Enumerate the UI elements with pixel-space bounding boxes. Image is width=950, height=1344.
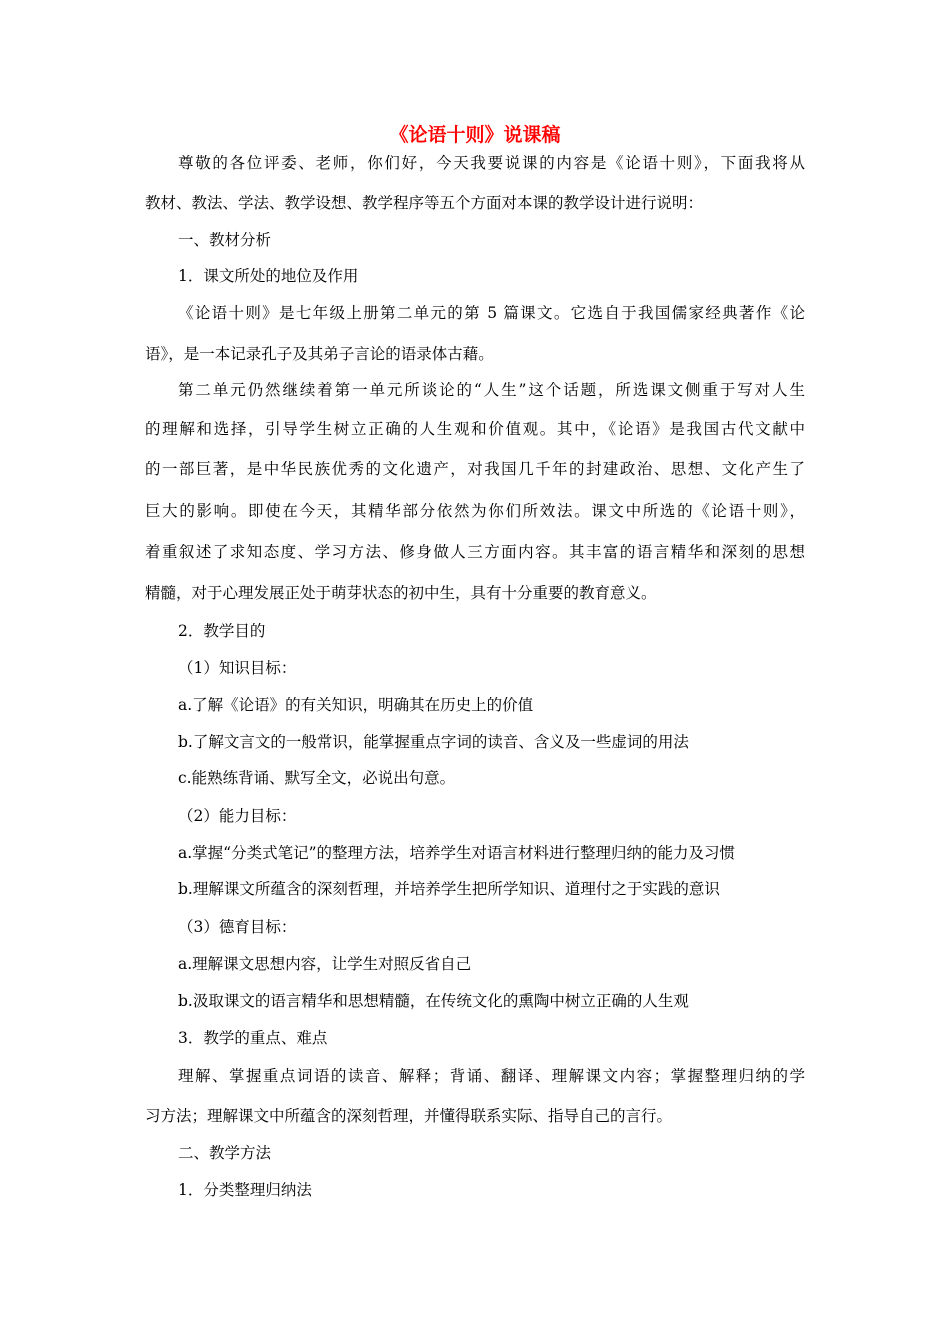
section-heading: 一、教材分析 [178,231,272,249]
paragraph-line: 理解、掌握重点词语的读音、解释；背诵、翻译、理解课文内容；掌握整理归纳的学 [178,1067,805,1085]
paragraph-line: 巨大的影响。即使在今天，其精华部分依然为你们所效法。课文中所选的《论语十则》， [145,502,805,520]
list-item: b.了解文言文的一般常识，能掌握重点字词的读音、含义及一些虚词的用法 [178,733,689,751]
list-heading: （3）德育目标： [178,918,297,936]
list-heading: （1）知识目标： [178,659,297,677]
paragraph-line: 精髓，对于心理发展正处于萌芽状态的初中生，具有十分重要的教育意义。 [145,584,657,602]
list-item: a.理解课文思想内容，让学生对照反省自己 [178,955,472,973]
subsection-heading: 2．教学目的 [178,622,266,640]
paragraph-line: 尊敬的各位评委、老师，你们好，今天我要说课的内容是《论语十则》，下面我将从 [178,154,805,172]
subsection-heading: 1．分类整理归纳法 [178,1181,312,1199]
paragraph-line: 的一部巨著，是中华民族优秀的文化遗产，对我国几千年的封建政治、思想、文化产生了 [145,460,805,478]
document-title: 《论语十则》说课稿 [389,124,561,146]
subsection-heading: 1．课文所处的地位及作用 [178,267,359,285]
paragraph-line: 语》，是一本记录孔子及其弟子言论的语录体古藉。 [145,345,494,363]
list-item: b.理解课文所蕴含的深刻哲理，并培养学生把所学知识、道理付之于实践的意识 [178,880,720,898]
section-heading: 二、教学方法 [178,1144,272,1162]
list-heading: （2）能力目标： [178,807,297,825]
paragraph-line: 习方法；理解课文中所蕴含的深刻哲理，并懂得联系实际、指导自己的言行。 [145,1107,673,1125]
paragraph-line: 的理解和选择，引导学生树立正确的人生观和价值观。其中，《论语》是我国古代文献中 [145,420,805,438]
list-item: b.汲取课文的语言精华和思想精髓，在传统文化的熏陶中树立正确的人生观 [178,992,689,1010]
subsection-heading: 3．教学的重点、难点 [178,1029,328,1047]
list-item: c.能熟练背诵、默写全文，必说出句意。 [178,769,456,787]
paragraph-line: 《论语十则》是七年级上册第二单元的第 5 篇课文。它选自于我国儒家经典著作《论 [178,304,805,322]
paragraph-line: 教材、教法、学法、教学设想、教学程序等五个方面对本课的教学设计进行说明： [145,194,704,212]
list-item: a.了解《论语》的有关知识，明确其在历史上的价值 [178,696,534,714]
paragraph-line: 着重叙述了求知态度、学习方法、修身做人三方面内容。其丰富的语言精华和深刻的思想 [145,543,805,561]
list-item: a.掌握“分类式笔记”的整理方法，培养学生对语言材料进行整理归纳的能力及习惯 [178,844,736,862]
paragraph-line: 第二单元仍然继续着第一单元所谈论的“人生”这个话题，所选课文侧重于写对人生 [178,381,805,399]
